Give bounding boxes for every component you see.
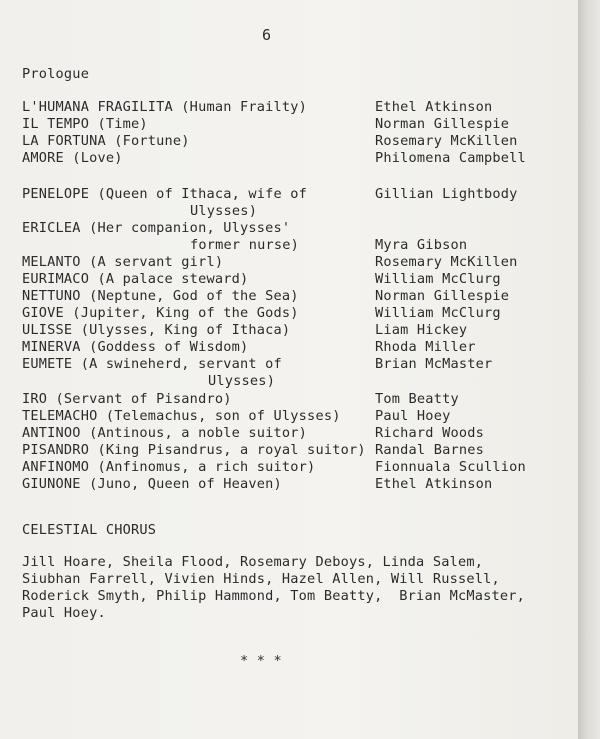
role-name: PISANDRO (King Pisandrus, a royal suitor) (22, 442, 366, 458)
role-name-continued: Ulysses) (190, 203, 258, 219)
actor-name: Richard Woods (375, 425, 484, 441)
actor-name: Brian McMaster (375, 356, 493, 372)
role-name: NETTUNO (Neptune, God of the Sea) (22, 288, 299, 304)
role-name: MINERVA (Goddess of Wisdom) (22, 339, 249, 355)
actor-name: Norman Gillespie (375, 288, 510, 304)
chorus-heading: CELESTIAL CHORUS (22, 522, 157, 538)
actor-name: Gillian Lightbody (375, 186, 518, 202)
role-name: PENELOPE (Queen of Ithaca, wife of (22, 186, 308, 202)
role-name-continued: Ulysses) (208, 373, 276, 389)
role-name: ANTINOO (Antinous, a noble suitor) (22, 425, 308, 441)
role-name: IL TEMPO (Time) (22, 116, 148, 132)
actor-name: Randal Barnes (375, 442, 484, 458)
chorus-line: Paul Hoey. (22, 605, 106, 621)
actor-name: Ethel Atkinson (375, 476, 493, 492)
actor-name: Rosemary McKillen (375, 254, 518, 270)
actor-name: Fionnuala Scullion (375, 459, 526, 475)
actor-name: Ethel Atkinson (375, 99, 493, 115)
page-edge (578, 0, 600, 739)
role-name: GIUNONE (Juno, Queen of Heaven) (22, 476, 282, 492)
actor-name: William McClurg (375, 305, 501, 321)
chorus-line: Jill Hoare, Sheila Flood, Rosemary Deboys, Linda Salem, (22, 554, 484, 570)
role-name: ULISSE (Ulysses, King of Ithaca) (22, 322, 291, 338)
actor-name: Rosemary McKillen (375, 133, 518, 149)
end-mark: * * * (240, 653, 282, 669)
actor-name: Philomena Campbell (375, 150, 526, 166)
role-name: ERICLEA (Her companion, Ulysses' (22, 220, 291, 236)
role-name: GIOVE (Jupiter, King of the Gods) (22, 305, 299, 321)
actor-name: Paul Hoey (375, 408, 451, 424)
actor-name: William McClurg (375, 271, 501, 287)
actor-name: Myra Gibson (375, 237, 468, 253)
actor-name: Liam Hickey (375, 322, 468, 338)
role-name: TELEMACHO (Telemachus, son of Ulysses) (22, 408, 341, 424)
role-name: MELANTO (A servant girl) (22, 254, 224, 270)
role-name: L'HUMANA FRAGILITA (Human Frailty) (22, 99, 308, 115)
role-name: LA FORTUNA (Fortune) (22, 133, 190, 149)
actor-name: Norman Gillespie (375, 116, 510, 132)
role-name: IRO (Servant of Pisandro) (22, 391, 232, 407)
chorus-line: Roderick Smyth, Philip Hammond, Tom Beatty, Brian McMaster, (22, 588, 526, 604)
role-name: AMORE (Love) (22, 150, 123, 166)
role-name-continued: former nurse) (190, 237, 299, 253)
chorus-line: Siubhan Farrell, Vivien Hinds, Hazel Allen, Will Russell, (22, 571, 500, 587)
prologue-heading: Prologue (22, 66, 90, 82)
role-name: EURIMACO (A palace steward) (22, 271, 249, 287)
role-name: ANFINOMO (Anfinomus, a rich suitor) (22, 459, 316, 475)
actor-name: Rhoda Miller (375, 339, 476, 355)
page-number: 6 (262, 26, 272, 44)
role-name: EUMETE (A swineherd, servant of (22, 356, 282, 372)
actor-name: Tom Beatty (375, 391, 459, 407)
